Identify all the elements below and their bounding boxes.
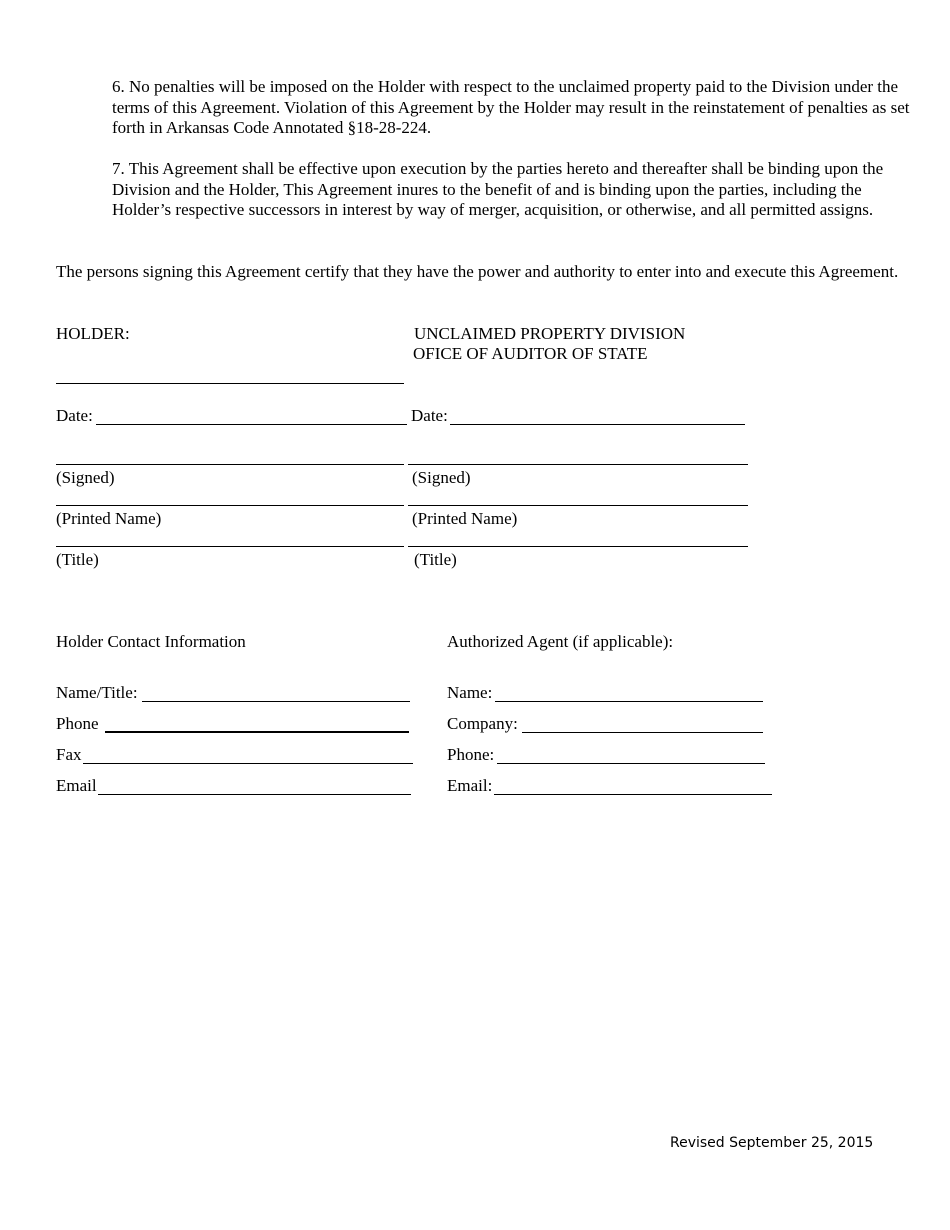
holder-label: HOLDER: — [56, 324, 130, 343]
holder-name-title-field[interactable] — [142, 701, 410, 702]
agent-company-label: Company: — [447, 714, 518, 733]
holder-name-line[interactable] — [56, 383, 404, 384]
paragraph-7-text: 7. This Agreement shall be effective upon execution by the parties hereto and thereafter shall be binding upon the Division and the Holder, This Agreement inures to the benefit of and is binding upon the parties, including the Holder’s respective successors in interest by way of merger, acquisition, or otherwise, and all permitted assigns. — [112, 159, 884, 219]
office-name: OFICE OF AUDITOR OF STATE — [413, 344, 648, 363]
holder-fax-label: Fax — [56, 745, 82, 764]
division-signature-line[interactable] — [408, 464, 748, 465]
certification-text: The persons signing this Agreement certify that they have the power and authority to enter into and execute this Agreement. — [56, 262, 899, 281]
paragraph-7 — [112, 159, 912, 221]
holder-title-line[interactable] — [56, 546, 404, 547]
holder-date-line[interactable] — [96, 424, 407, 425]
paragraph-6-text: 6. No penalties will be imposed on the Holder with respect to the unclaimed property paid to the Division under the terms of this Agreement. Violation of this Agreement by the Holder may result in the reinstatement of penalties as set forth in Arkansas Code Annotated §18-28-224. — [112, 77, 910, 137]
division-printed-name-line[interactable] — [408, 505, 748, 506]
division-date-label: Date: — [411, 406, 448, 425]
holder-date-label: Date: — [56, 406, 93, 425]
agent-name-field[interactable] — [495, 701, 763, 702]
holder-printed-name-label: (Printed Name) — [56, 509, 162, 528]
agent-name-label: Name: — [447, 683, 493, 702]
holder-email-field[interactable] — [98, 794, 411, 795]
authorized-agent-heading: Authorized Agent (if applicable): — [447, 632, 674, 651]
paragraph-6 — [112, 77, 912, 139]
holder-signed-label: (Signed) — [56, 468, 115, 487]
holder-name-title-label: Name/Title: — [56, 683, 138, 702]
division-name: UNCLAIMED PROPERTY DIVISION — [414, 324, 686, 343]
revision-date: Revised September 25, 2015 — [670, 1135, 874, 1151]
holder-phone-label: Phone — [56, 714, 99, 733]
agent-email-field[interactable] — [494, 794, 772, 795]
holder-email-label: Email — [56, 776, 97, 795]
agent-phone-field[interactable] — [497, 763, 765, 764]
agent-company-field[interactable] — [522, 732, 763, 733]
holder-title-label: (Title) — [56, 550, 99, 569]
certification-paragraph — [56, 262, 906, 283]
division-signed-label: (Signed) — [412, 468, 471, 487]
division-printed-name-label: (Printed Name) — [412, 509, 518, 528]
division-title-line[interactable] — [408, 546, 748, 547]
agent-email-label: Email: — [447, 776, 493, 795]
division-title-label: (Title) — [414, 550, 457, 569]
holder-contact-heading: Holder Contact Information — [56, 632, 246, 651]
agent-phone-label: Phone: — [447, 745, 495, 764]
holder-fax-field[interactable] — [83, 763, 413, 764]
division-date-line[interactable] — [450, 424, 745, 425]
holder-signature-line[interactable] — [56, 464, 404, 465]
holder-printed-name-line[interactable] — [56, 505, 404, 506]
holder-phone-field[interactable] — [105, 731, 409, 733]
